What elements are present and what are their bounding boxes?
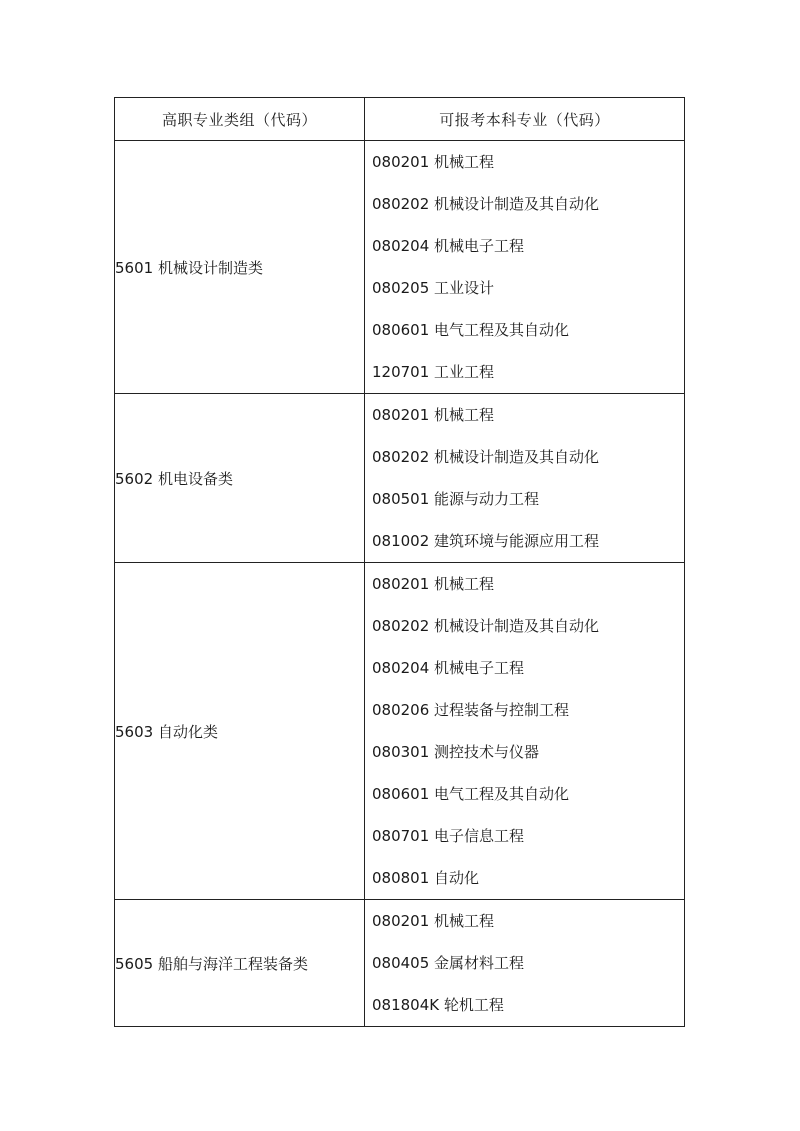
header-undergrad-majors: 可报考本科专业（代码） xyxy=(365,98,685,141)
major-item: 080202 机械设计制造及其自动化 xyxy=(372,448,600,466)
major-item: 120701 工业工程 xyxy=(372,363,495,381)
table-row xyxy=(115,141,685,394)
group-name: 5602 机电设备类 xyxy=(115,394,365,563)
major-item: 080501 能源与动力工程 xyxy=(372,490,540,508)
major-item: 080204 机械电子工程 xyxy=(372,237,525,255)
major-item: 080801 自动化 xyxy=(372,869,480,887)
major-item: 080206 过程装备与控制工程 xyxy=(372,701,570,719)
majors-list xyxy=(365,900,685,1027)
major-item: 080204 机械电子工程 xyxy=(372,659,525,677)
table-header-row xyxy=(115,98,685,141)
major-item: 080205 工业设计 xyxy=(372,279,495,297)
major-item: 080601 电气工程及其自动化 xyxy=(372,785,570,803)
table-row xyxy=(115,900,685,1027)
major-item: 080701 电子信息工程 xyxy=(372,827,525,845)
major-item: 080201 机械工程 xyxy=(372,153,495,171)
majors-list xyxy=(365,141,685,394)
group-name: 5605 船舶与海洋工程装备类 xyxy=(115,900,365,1027)
major-item: 080201 机械工程 xyxy=(372,406,495,424)
majors-list xyxy=(365,394,685,563)
major-item: 080405 金属材料工程 xyxy=(372,954,525,972)
major-item: 080201 机械工程 xyxy=(372,575,495,593)
header-vocational-group: 高职专业类组（代码） xyxy=(115,98,365,141)
table-row xyxy=(115,394,685,563)
group-name: 5603 自动化类 xyxy=(115,563,365,900)
group-name: 5601 机械设计制造类 xyxy=(115,141,365,394)
major-mapping-table xyxy=(114,97,685,1027)
major-item: 080601 电气工程及其自动化 xyxy=(372,321,570,339)
major-item: 080301 测控技术与仪器 xyxy=(372,743,540,761)
majors-list xyxy=(365,563,685,900)
major-item: 081804K 轮机工程 xyxy=(372,996,504,1014)
major-item: 080202 机械设计制造及其自动化 xyxy=(372,195,600,213)
major-item: 080201 机械工程 xyxy=(372,912,495,930)
table-row xyxy=(115,563,685,900)
major-item: 081002 建筑环境与能源应用工程 xyxy=(372,532,600,550)
major-item: 080202 机械设计制造及其自动化 xyxy=(372,617,600,635)
